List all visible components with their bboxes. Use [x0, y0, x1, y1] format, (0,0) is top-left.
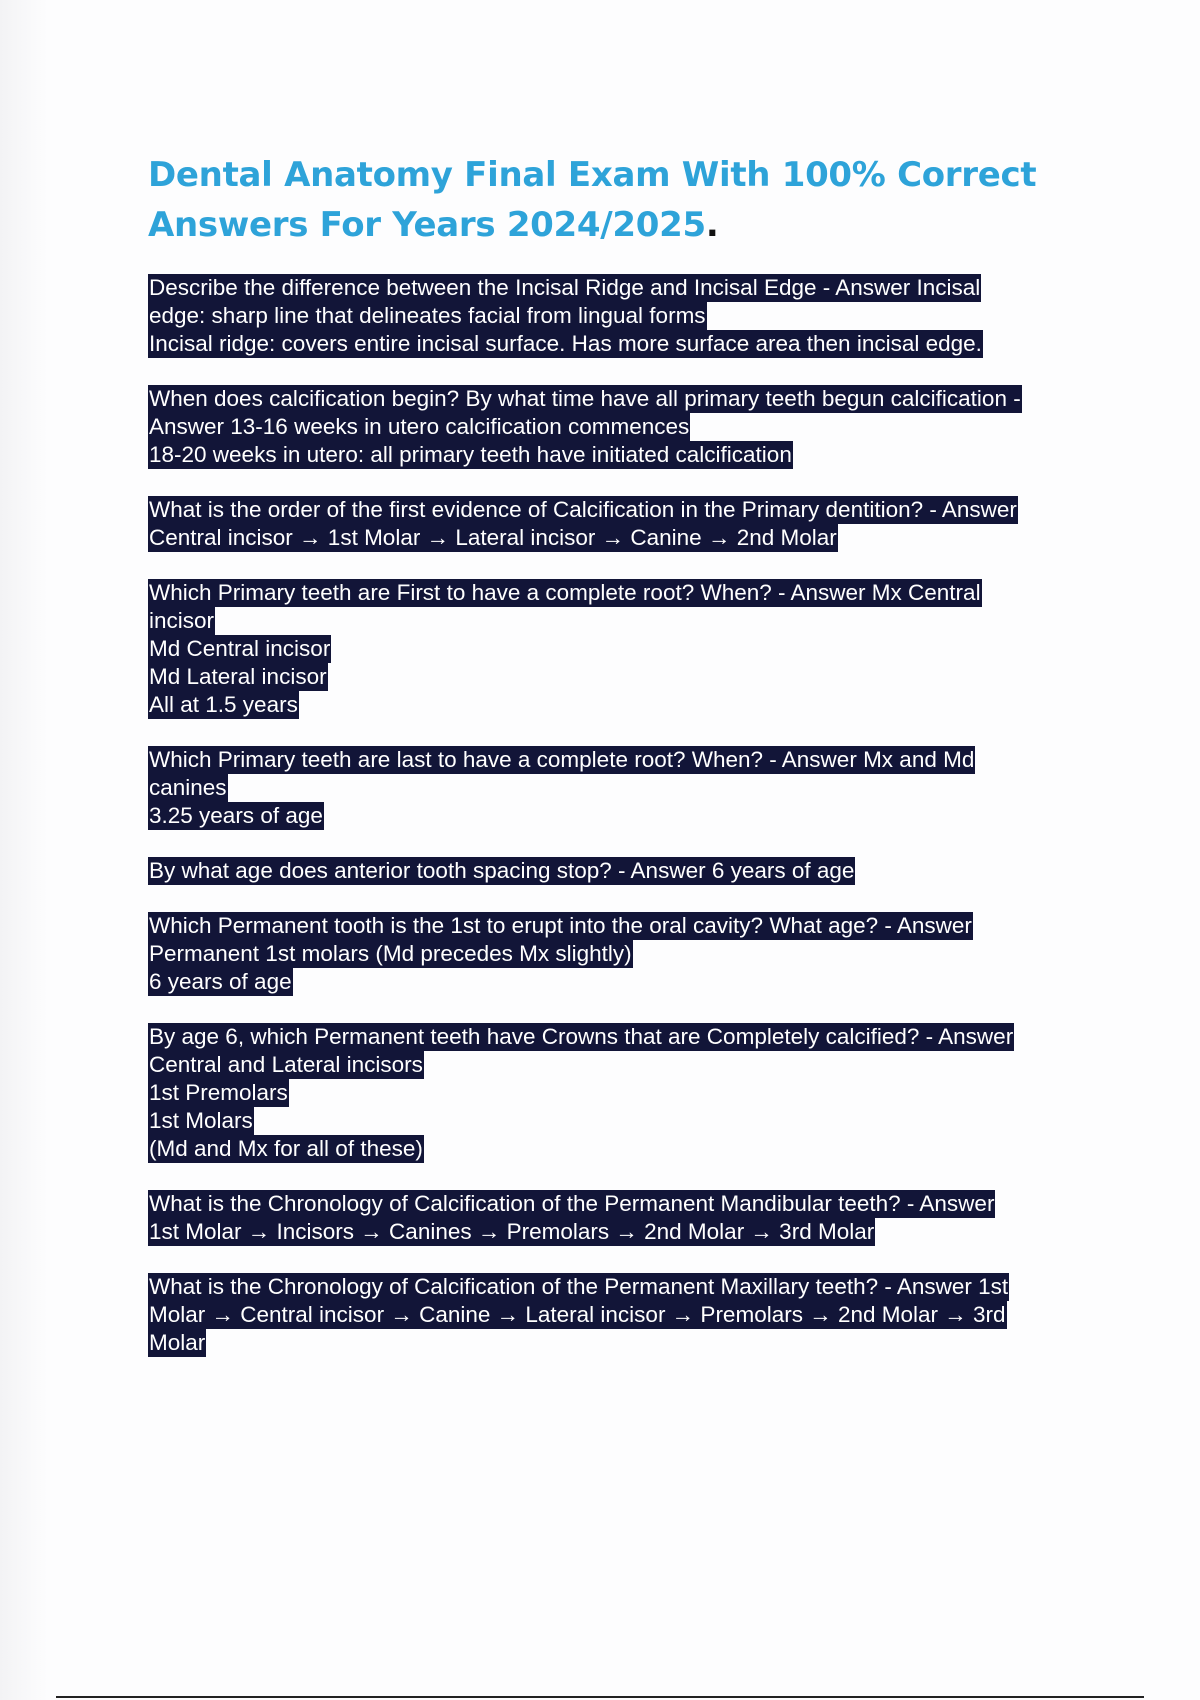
document-title-text: Dental Anatomy Final Exam With 100% Correct Answers For Years 2024/2025 — [148, 155, 1037, 245]
qa-line: Molar — [149, 1330, 206, 1355]
qa-line: 18-20 weeks in utero: all primary teeth have initiated calcification — [149, 442, 792, 467]
qa-line: edge: sharp line that delineates facial from lingual forms — [149, 303, 706, 328]
qa-line: All at 1.5 years — [149, 692, 298, 717]
qa-line: Central incisor → 1st Molar → Lateral incisor → Canine → 2nd Molar — [149, 525, 837, 550]
qa-line: By age 6, which Permanent teeth have Crowns that are Completely calcified? - Answer — [149, 1024, 1014, 1049]
document-title — [148, 150, 1048, 250]
qa-line: By what age does anterior tooth spacing stop? - Answer 6 years of age — [149, 858, 855, 883]
qa-line: Md Lateral incisor — [149, 664, 327, 689]
qa-item — [148, 857, 1088, 885]
qa-line: Incisal ridge: covers entire incisal surface. Has more surface area then incisal edge. — [149, 331, 982, 356]
qa-item — [148, 1273, 1088, 1357]
qa-item — [148, 579, 1088, 719]
qa-item — [148, 912, 1088, 996]
qa-line: 1st Molars — [149, 1108, 253, 1133]
qa-line: Which Primary teeth are First to have a complete root? When? - Answer Mx Central — [149, 580, 981, 605]
qa-item — [148, 385, 1088, 469]
qa-item — [148, 746, 1088, 830]
qa-line: Which Primary teeth are last to have a complete root? When? - Answer Mx and Md — [149, 747, 975, 772]
qa-line: Answer 13-16 weeks in utero calcification commences — [149, 414, 690, 439]
qa-line: 1st Premolars — [149, 1080, 288, 1105]
qa-line: What is the order of the first evidence of Calcification in the Primary dentition? - Answer — [149, 497, 1017, 522]
qa-item — [148, 274, 1088, 358]
qa-line: Describe the difference between the Incisal Ridge and Incisal Edge - Answer Incisal — [149, 275, 981, 300]
qa-line: What is the Chronology of Calcification of the Permanent Maxillary teeth? - Answer 1st — [149, 1274, 1009, 1299]
qa-line: incisor — [149, 608, 215, 633]
qa-line: Md Central incisor — [149, 636, 331, 661]
qa-line: (Md and Mx for all of these) — [149, 1136, 423, 1161]
qa-line: 6 years of age — [149, 969, 292, 994]
qa-line: Which Permanent tooth is the 1st to erupt into the oral cavity? What age? - Answer — [149, 913, 972, 938]
qa-line: canines — [149, 775, 227, 800]
qa-line: 1st Molar → Incisors → Canines → Premolars → 2nd Molar → 3rd Molar — [149, 1219, 875, 1244]
qa-line: When does calcification begin? By what time have all primary teeth begun calcification - — [149, 386, 1021, 411]
qa-line: What is the Chronology of Calcification of the Permanent Mandibular teeth? - Answer — [149, 1191, 995, 1216]
qa-list — [148, 274, 1088, 1384]
qa-line: Central and Lateral incisors — [149, 1052, 423, 1077]
document-title-period: . — [705, 205, 719, 245]
qa-item — [148, 1190, 1088, 1246]
qa-line: 3.25 years of age — [149, 803, 323, 828]
qa-item — [148, 496, 1088, 552]
qa-line: Molar → Central incisor → Canine → Lateral incisor → Premolars → 2nd Molar → 3rd — [149, 1302, 1006, 1327]
footer-rule — [56, 1696, 1144, 1698]
qa-line: Permanent 1st molars (Md precedes Mx slightly) — [149, 941, 632, 966]
qa-item — [148, 1023, 1088, 1163]
